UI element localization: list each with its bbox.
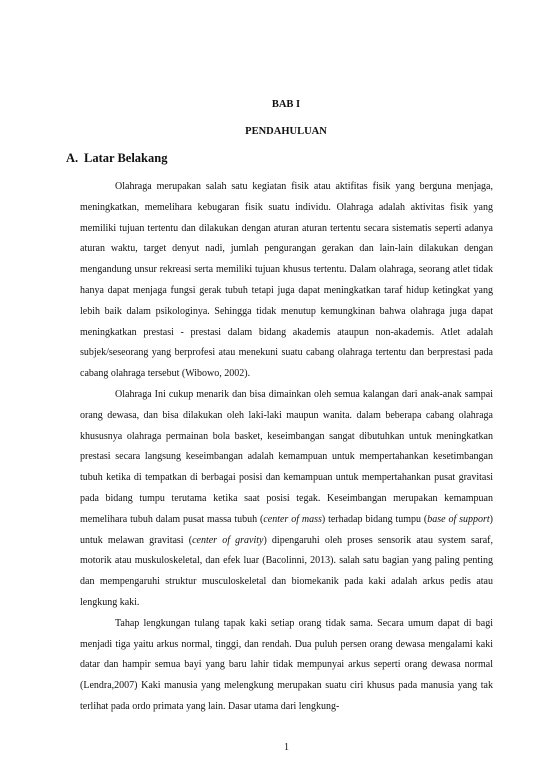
paragraph-3: Tahap lengkungan tulang tapak kaki setiap orang tidak sama. Secara umum dapat di bagi menjadi tiga yaitu arkus normal, tinggi, dan rendah. Dua puluh persen orang dewasa mengalami kaki datar dan hampir semua bayi yang baru lahir tidak mempunyai arkus seperti orang dewasa normal (Lendra,2007) Kaki manusia yang melengkung merupakan suatu ciri khusus pada manusia yang tak terlihat pada ordo primata yang lain. Dasar utama dari lengkung- (80, 617, 493, 712)
term-center-of-mass: center of mass (263, 513, 322, 525)
paragraph-1: Olahraga merupakan salah satu kegiatan fisik atau aktifitas fisik yang berguna menjaga, meningkatkan, memelihara kebugaran fisik suatu individu. Olahraga adalah aktivitas fisik yang memiliki tujuan tertentu dan dilakukan dengan aturan aturan tertentu secara sistematis seperti adanya aturan waktu, target denyut nadi, jumlah pengurangan gerakan dan lain-lain dilakukan dengan mengandung unsur rekreasi serta memiliki tujuan khusus tertentu. Dalam olahraga, seorang atlet tidak hanya dapat menjaga fungsi gerak tubuh tetapi juga dapat meningkatkan taraf hidup ketingkat yang lebih baik dalam psikologinya. Sehingga tidak menutup kemungkinan bahwa olahraga juga dapat meningkatkan prestasi - prestasi dalam bidang akademis ataupun non-akademis. Atlet adalah subjek/seseorang yang berprofesi atau menekuni suatu cabang olahraga tertentu dan berprestasi pada cabang olahraga tersebut (Wibowo, 2002). (80, 181, 493, 380)
section-letter: A. (66, 151, 79, 165)
paragraph-2-text: ) dipengaruhi oleh proses sensorik atau system saraf, motorik atau muskuloskeletal, dan efek luar (Bacolinni, 2013). salah satu bagian yang paling penting dan mempengaruhi struktur musculoskeletal dan biomekanik pada kaki adalah arkus pedis atau lengkung kaki. (80, 534, 493, 608)
term-base-of-support: base of support (427, 513, 490, 525)
chapter-title: PENDAHULUAN (245, 126, 327, 137)
term-center-of-gravity: center of gravity (192, 534, 264, 546)
paragraph-2 (80, 385, 493, 614)
page-number: 1 (284, 742, 289, 753)
paragraph-2-text: ) untuk melawan gravitasi ( (80, 513, 494, 546)
paragraph-2-text: ) terhadap bidang tumpu ( (321, 513, 428, 525)
section-title: Latar Belakang (84, 151, 168, 165)
paragraph-2-text: Olahraga Ini cukup menarik dan bisa dimainkan oleh semua kalangan dari anak-anak sampai orang dewasa, dan bisa dilakukan oleh laki-laki maupun wanita. dalam beberapa cabang olahraga khususnya olahraga permainan bola basket, keseimbangan sangat dibutuhkan untuk meningkatkan prestasi secara langsung keseimbangan adalah kemampuan untuk mempertahankan kesetimbangan tubuh ketika di tempatkan di berbagai posisi dan kemampuan untuk mempertahankan pusat gravitasi pada bidang tumpu terutama ketika saat posisi tegak. Keseimbangan merupakan kemampuan memelihara tubuh dalam pusat massa tubuh ( (80, 388, 493, 525)
chapter-number: BAB I (271, 99, 301, 110)
body-text (80, 177, 493, 718)
section-heading (66, 151, 167, 166)
